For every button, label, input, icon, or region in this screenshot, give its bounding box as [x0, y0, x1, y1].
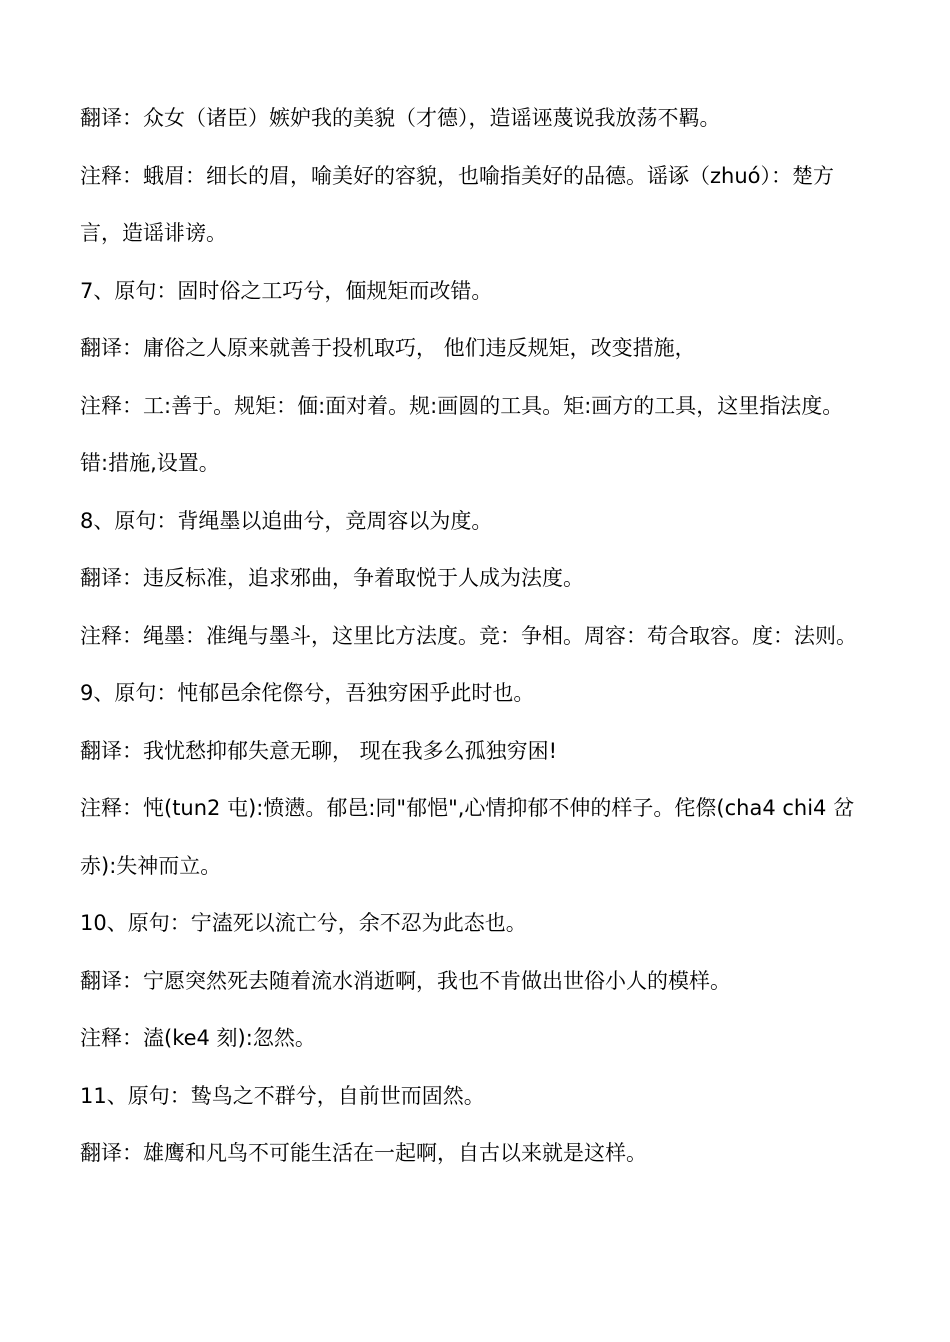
paragraph-original-9: 9、原句：忳郁邑余侘傺兮，吾独穷困乎此时也。 — [80, 681, 535, 705]
paragraph-annotation-7: 注释：工:善于。规矩：偭:面对着。规:画圆的工具。矩:画方的工具，这里指法度。错:措施,设置。 — [80, 393, 844, 475]
paragraph-original-11: 11、原句：鸷鸟之不群兮，自前世而固然。 — [80, 1083, 485, 1108]
paragraph-translation-1: 翻译：众女（诸臣）嫉妒我的美貌（才德），造谣诬蔑说我放荡不羁。 — [80, 106, 721, 130]
paragraph-translation-11: 翻译：雄鹰和凡鸟不可能生活在一起啊，自古以来就是这样。 — [80, 1141, 647, 1165]
paragraph-annotation-10: 注释：溘(ke4 刻):忽然。 — [80, 1026, 316, 1050]
paragraph-annotation-8: 注释：绳墨：准绳与墨斗，这里比方法度。竞：争相。周容：苟合取容。度：法则。 — [80, 623, 857, 648]
paragraph-translation-7: 翻译：庸俗之人原来就善于投机取巧， 他们违反规矩，改变措施， — [80, 336, 696, 360]
paragraph-original-8: 8、原句：背绳墨以追曲兮，竞周容以为度。 — [80, 508, 493, 533]
paragraph-translation-8: 翻译：违反标准，追求邪曲，争着取悦于人成为法度。 — [80, 566, 584, 590]
paragraph-original-7: 7、原句：固时俗之工巧兮，偭规矩而改错。 — [80, 278, 493, 303]
paragraph-annotation-9: 注释：忳(tun2 屯):愤懑。郁邑:同"郁悒",心情抑郁不伸的样子。侘傺(cha4 chi4 岔赤):失神而立。 — [80, 796, 855, 878]
paragraph-original-10: 10、原句：宁溘死以流亡兮，余不忍为此态也。 — [80, 911, 527, 935]
paragraph-translation-10: 翻译：宁愿突然死去随着流水消逝啊，我也不肯做出世俗小人的模样。 — [80, 968, 731, 993]
paragraph-annotation-1: 注释：蛾眉：细长的眉，喻美好的容貌，也喻指美好的品德。谣诼（zhuó）：楚方言，造谣诽谤。 — [80, 163, 834, 245]
paragraph-translation-9: 翻译：我忧愁抑郁失意无聊， 现在我多么孤独穷困! — [80, 738, 558, 763]
document-body — [80, 90, 870, 1183]
